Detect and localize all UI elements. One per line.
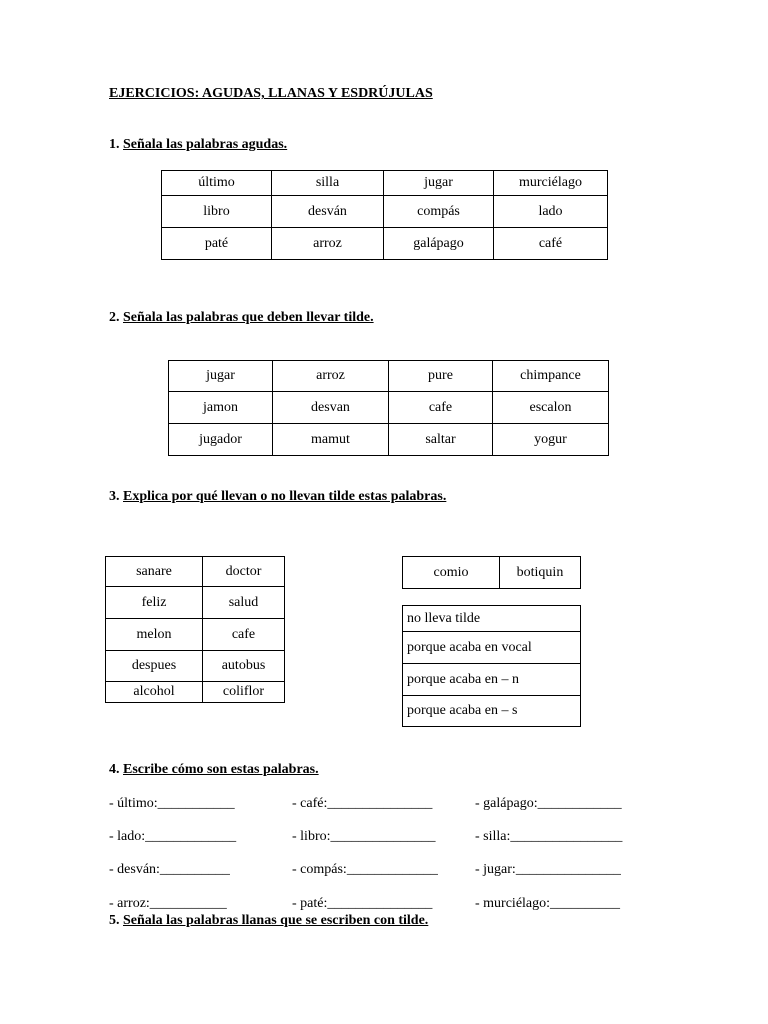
exercise-2-table	[168, 360, 609, 456]
answer-item[interactable]: - último:___________	[109, 796, 235, 811]
word-cell[interactable]: comio	[403, 557, 500, 589]
answer-item[interactable]: - galápago:____________	[475, 796, 622, 811]
exercise-5-number: 5.	[109, 913, 120, 928]
exercise-3-examples-table	[402, 556, 581, 589]
reason-cell[interactable]: porque acaba en – n	[403, 664, 581, 696]
word-cell[interactable]: cafe	[389, 392, 493, 424]
answer-item[interactable]: - arroz:___________	[109, 896, 227, 911]
word-cell[interactable]: arroz	[272, 228, 384, 260]
exercise-3-reasons-table	[402, 605, 581, 727]
word-cell[interactable]: arroz	[273, 361, 389, 392]
word-cell[interactable]: salud	[203, 587, 285, 619]
word-cell[interactable]: café	[494, 228, 608, 260]
exercise-4-instruction: Escribe cómo son estas palabras.	[123, 762, 319, 777]
table-row	[106, 587, 285, 619]
reason-cell[interactable]: porque acaba en – s	[403, 696, 581, 727]
word-cell[interactable]: desvan	[273, 392, 389, 424]
word-cell[interactable]: compás	[384, 196, 494, 228]
exercise-5-heading	[109, 913, 428, 929]
word-cell[interactable]: jamon	[169, 392, 273, 424]
word-cell[interactable]: mamut	[273, 424, 389, 456]
reason-cell[interactable]: no lleva tilde	[403, 606, 581, 632]
table-row	[169, 424, 609, 456]
table-row	[403, 606, 581, 632]
word-cell[interactable]: saltar	[389, 424, 493, 456]
table-row	[106, 557, 285, 587]
word-cell[interactable]: jugar	[384, 171, 494, 196]
table-row	[169, 392, 609, 424]
answer-item[interactable]: - jugar:_______________	[475, 862, 621, 877]
word-cell[interactable]: lado	[494, 196, 608, 228]
exercise-1-instruction: Señala las palabras agudas.	[123, 137, 288, 152]
word-cell[interactable]: alcohol	[106, 682, 203, 703]
word-cell[interactable]: coliflor	[203, 682, 285, 703]
answer-item[interactable]: - libro:_______________	[292, 829, 436, 844]
table-row	[403, 557, 581, 589]
word-cell[interactable]: yogur	[493, 424, 609, 456]
table-row	[162, 171, 608, 196]
exercise-2-instruction: Señala las palabras que deben llevar tilde.	[123, 310, 374, 325]
word-cell[interactable]: jugar	[169, 361, 273, 392]
answer-item[interactable]: - murciélago:__________	[475, 896, 621, 911]
exercise-1-heading	[109, 137, 287, 153]
reason-cell[interactable]: porque acaba en vocal	[403, 632, 581, 664]
word-cell[interactable]: desván	[272, 196, 384, 228]
answer-item[interactable]: - paté:_______________	[292, 896, 433, 911]
exercise-4-number: 4.	[109, 762, 120, 777]
exercise-2-number: 2.	[109, 310, 120, 325]
table-row	[403, 664, 581, 696]
table-row	[106, 651, 285, 682]
word-cell[interactable]: libro	[162, 196, 272, 228]
word-cell[interactable]: galápago	[384, 228, 494, 260]
exercise-3-heading	[109, 489, 446, 505]
word-cell[interactable]: jugador	[169, 424, 273, 456]
exercise-5-instruction: Señala las palabras llanas que se escriben con tilde.	[123, 913, 429, 928]
word-cell[interactable]: doctor	[203, 557, 285, 587]
word-cell[interactable]: chimpance	[493, 361, 609, 392]
word-cell[interactable]: último	[162, 171, 272, 196]
word-cell[interactable]: sanare	[106, 557, 203, 587]
exercise-4-heading	[109, 762, 319, 778]
word-cell[interactable]: escalon	[493, 392, 609, 424]
table-row	[169, 361, 609, 392]
exercise-3-instruction: Explica por qué llevan o no llevan tilde estas palabras.	[123, 489, 447, 504]
word-cell[interactable]: autobus	[203, 651, 285, 682]
worksheet-title: EJERCICIOS: AGUDAS, LLANAS Y ESDRÚJULAS	[109, 86, 433, 101]
answer-item[interactable]: - compás:_____________	[292, 862, 438, 877]
answer-item[interactable]: - silla:________________	[475, 829, 623, 844]
exercise-2-heading	[109, 310, 374, 326]
word-cell[interactable]: melon	[106, 619, 203, 651]
table-row	[106, 682, 285, 703]
answer-item[interactable]: - desván:__________	[109, 862, 230, 877]
word-cell[interactable]: feliz	[106, 587, 203, 619]
word-cell[interactable]: murciélago	[494, 171, 608, 196]
table-row	[162, 196, 608, 228]
table-row	[162, 228, 608, 260]
word-cell[interactable]: despues	[106, 651, 203, 682]
exercise-3-words-table	[105, 556, 285, 703]
answer-item[interactable]: - lado:_____________	[109, 829, 237, 844]
answer-item[interactable]: - café:_______________	[292, 796, 433, 811]
exercise-3-number: 3.	[109, 489, 120, 504]
word-cell[interactable]: pure	[389, 361, 493, 392]
table-row	[106, 619, 285, 651]
word-cell[interactable]: cafe	[203, 619, 285, 651]
exercise-1-table	[161, 170, 608, 260]
table-row	[403, 632, 581, 664]
exercise-1-number: 1.	[109, 137, 120, 152]
table-row	[403, 696, 581, 727]
word-cell[interactable]: botiquin	[500, 557, 581, 589]
word-cell[interactable]: paté	[162, 228, 272, 260]
word-cell[interactable]: silla	[272, 171, 384, 196]
